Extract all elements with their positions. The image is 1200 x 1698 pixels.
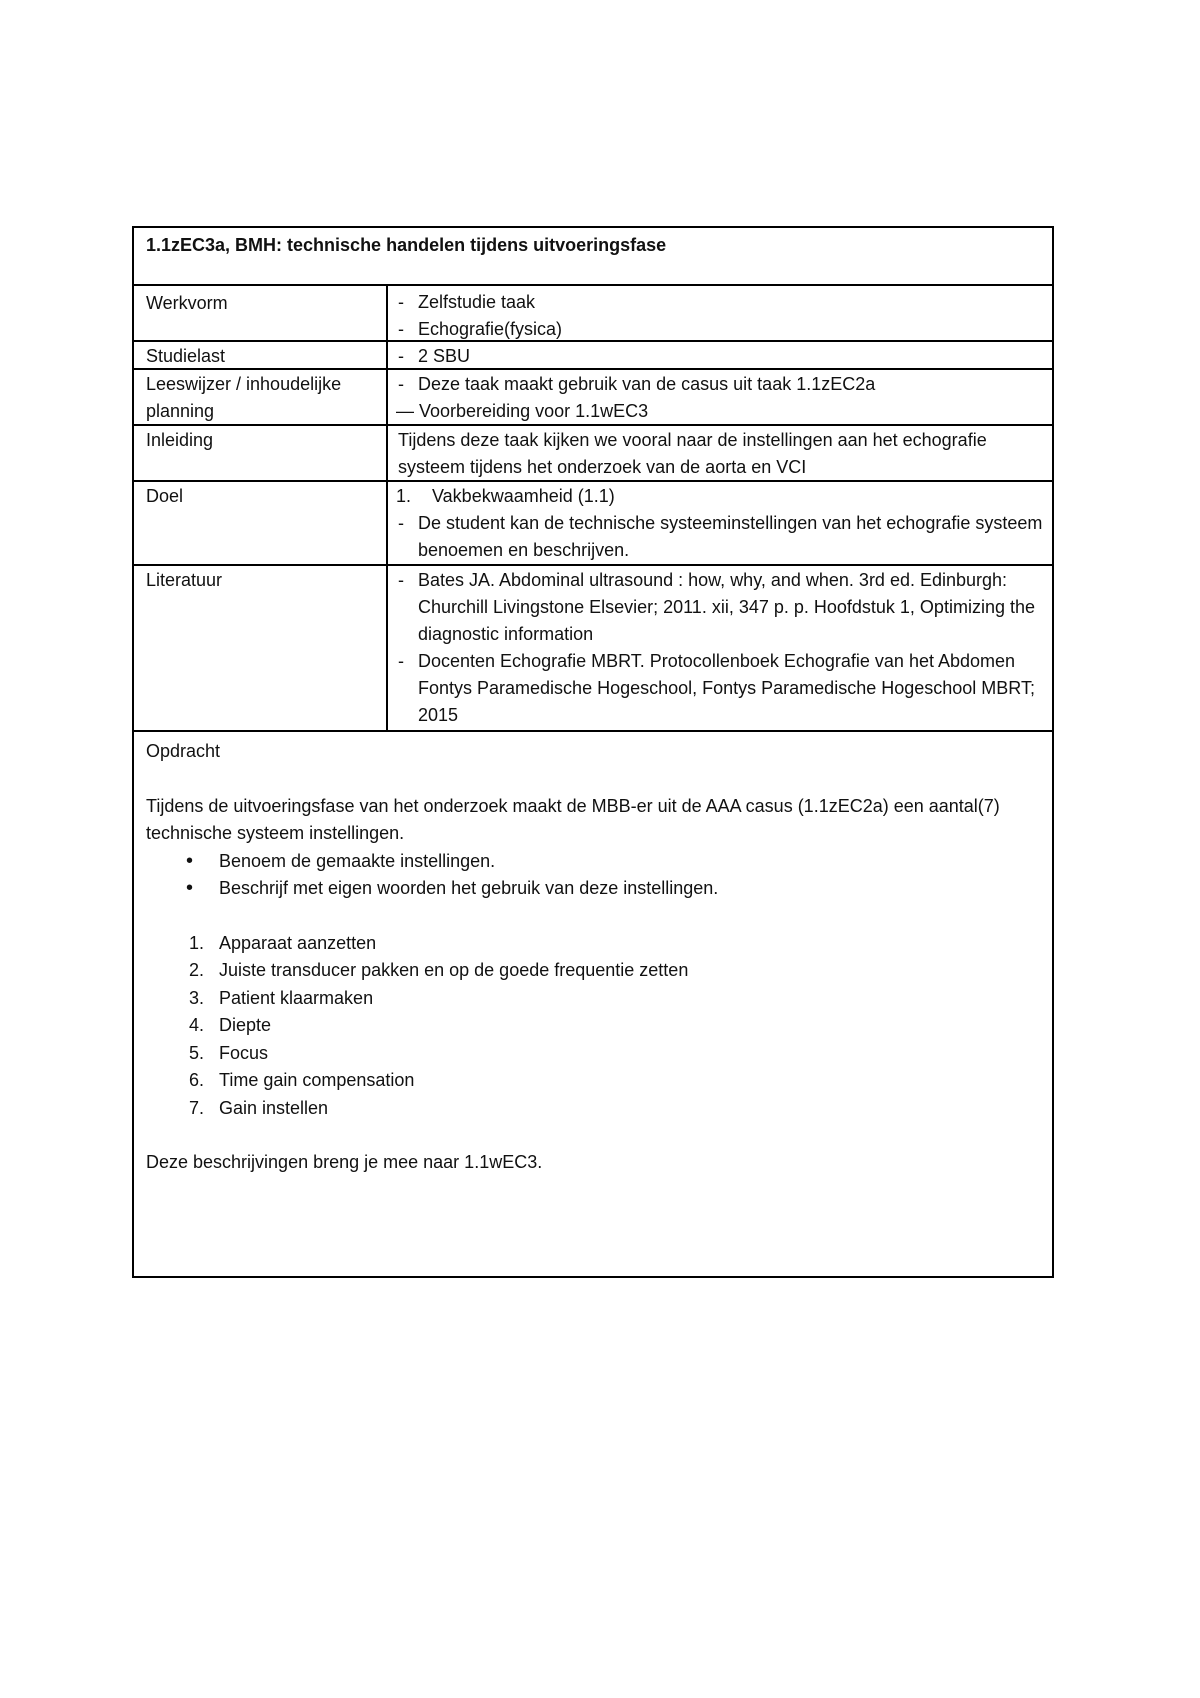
- opdracht-section: [134, 730, 1052, 1276]
- leeswijzer-item: — Voorbereiding voor 1.1wEC3: [396, 401, 649, 421]
- studielast-value: [386, 342, 1052, 368]
- literatuur-item: - Docenten Echografie MBRT. Protocollenboek Echografie van het Abdomen Fontys Paramedische Hogeschool, Fontys Paramedische Hogeschool MBRT; 2015: [396, 648, 1044, 729]
- opdracht-bullet: • Beschrijf met eigen woorden het gebruik van deze instellingen.: [146, 875, 1040, 903]
- studielast-item: - 2 SBU: [396, 343, 1044, 370]
- werkvorm-item: - Zelfstudie taak: [396, 289, 1044, 316]
- step-item: 7. Gain instellen: [188, 1097, 329, 1118]
- opdracht-bullet: • Benoem de gemaakte instellingen.: [146, 848, 1040, 876]
- inleiding-label: Inleiding: [146, 430, 214, 450]
- step-item: 6. Time gain compensation: [188, 1070, 415, 1090]
- inleiding-text: Tijdens deze taak kijken we vooral naar de instellingen aan het echografie systeem tijdens het onderzoek van de aorta en VCI: [386, 426, 1052, 480]
- doel-heading-text: Vakbekwaamheid (1.1): [432, 486, 615, 506]
- werkvorm-value: [386, 286, 1052, 340]
- step-item: 1. Apparaat aanzetten: [188, 932, 377, 953]
- doel-label: Doel: [146, 486, 184, 506]
- doel-item: - De student kan de technische systeeminstellingen van het echografie systeem benoemen en beschrijven.: [396, 510, 1044, 564]
- row-literatuur: [134, 564, 1052, 730]
- step-item: 2. Juiste transducer pakken en op de goede frequentie zetten: [188, 960, 689, 980]
- assignment-table: [132, 226, 1054, 1278]
- doel-value: [386, 482, 1052, 564]
- leeswijzer-value: [386, 370, 1052, 424]
- leeswijzer-label: Leeswijzer / inhoudelijke planning: [146, 374, 342, 421]
- opdracht-closing: Deze beschrijvingen breng je mee naar 1.1wEC3.: [146, 1152, 543, 1172]
- doel-heading: [396, 483, 1044, 510]
- literatuur-value: [386, 566, 1052, 730]
- studielast-label: Studielast: [146, 346, 226, 366]
- literatuur-label: Literatuur: [146, 570, 223, 590]
- opdracht-intro: Tijdens de uitvoeringsfase van het onderzoek maakt de MBB-er uit de AAA casus (1.1zEC2a) een aantal(7) technische systeem instellingen.: [146, 795, 1000, 843]
- step-item: 5. Focus: [188, 1042, 269, 1063]
- row-studielast: [134, 340, 1052, 368]
- step-item: 4. Diepte: [188, 1015, 272, 1035]
- table-title: 1.1zEC3a, BMH: technische handelen tijdens uitvoeringsfase: [146, 235, 667, 255]
- opdracht-heading: Opdracht: [146, 741, 221, 761]
- werkvorm-label: Werkvorm: [146, 293, 228, 313]
- step-item: 3. Patient klaarmaken: [188, 987, 374, 1008]
- werkvorm-item: - Echografie(fysica): [396, 316, 1044, 343]
- row-werkvorm: [134, 284, 1052, 340]
- row-inleiding: [134, 424, 1052, 480]
- leeswijzer-item: - Deze taak maakt gebruik van de casus uit taak 1.1zEC2a: [396, 371, 1044, 398]
- literatuur-item: - Bates JA. Abdominal ultrasound : how, why, and when. 3rd ed. Edinburgh: Churchill Livingstone Elsevier; 2011. xii, 347 p. p. Hoofdstuk 1, Optimizing the diagnostic information: [396, 567, 1044, 648]
- row-doel: [134, 480, 1052, 564]
- doel-num: 1.: [396, 486, 412, 506]
- row-leeswijzer: [134, 368, 1052, 424]
